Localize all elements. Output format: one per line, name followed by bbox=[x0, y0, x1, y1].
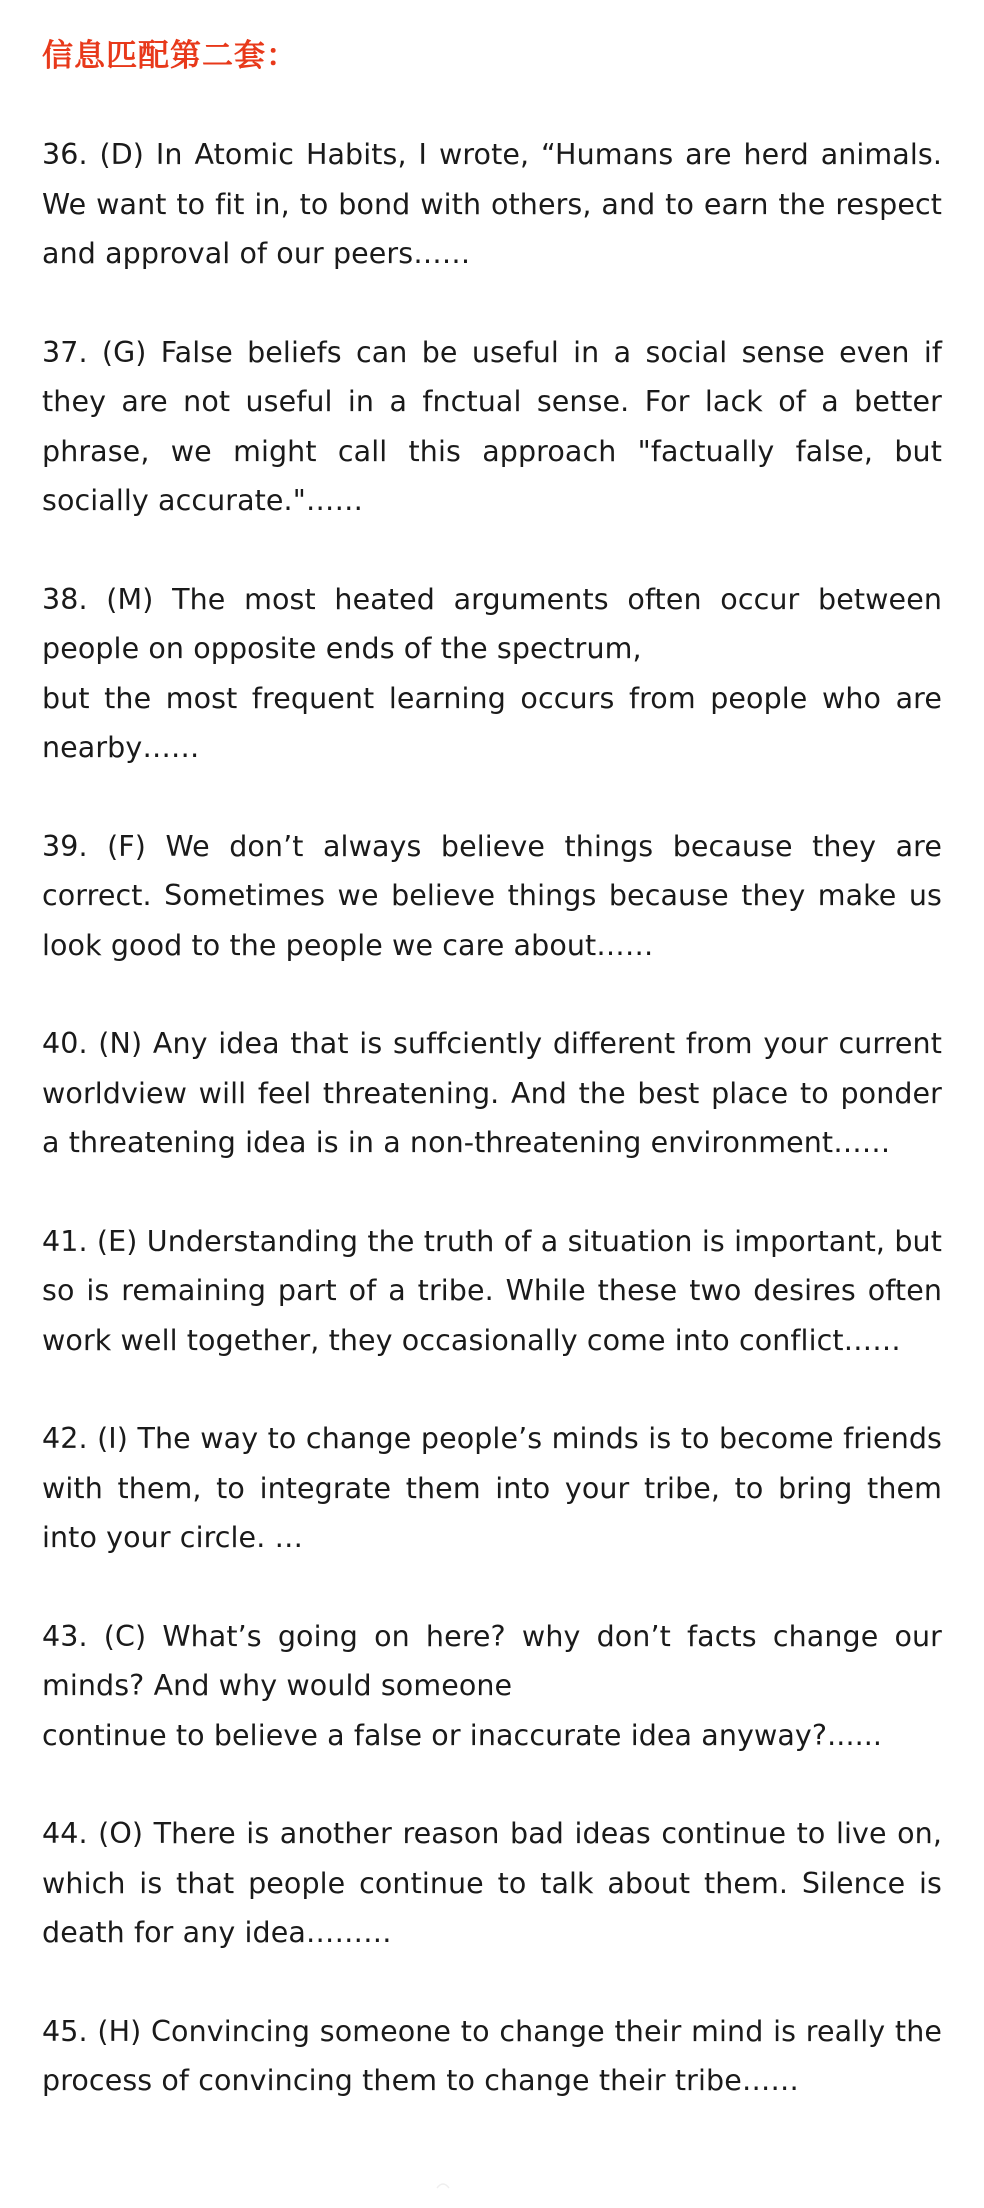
entry-text-continued: but the most frequent learning occurs from people who are nearby…… bbox=[42, 681, 942, 764]
section-heading: 信息匹配第二套： bbox=[42, 38, 298, 74]
entry-text: 41. (E) Understanding the truth of a situation is important, but so is remaining part of a tribe. While these two desires often work well together, they occasionally come into conflict…… bbox=[42, 1224, 942, 1357]
entry-text: 45. (H) Convincing someone to change their mind is really the process of convincing them to change their tribe…… bbox=[42, 2014, 942, 2097]
entry-text: 38. (M) The most heated arguments often occur between people on opposite ends of the spectrum, bbox=[42, 582, 942, 665]
entry-text: 43. (C) What’s going on here? why don’t facts change our minds? And why would someone bbox=[42, 1619, 942, 1702]
answer-entry-38 bbox=[42, 575, 942, 773]
answer-entry-42 bbox=[42, 1414, 942, 1563]
answer-entry-41 bbox=[42, 1217, 942, 1366]
answer-entry-39 bbox=[42, 822, 942, 971]
entry-text: 40. (N) Any idea that is suffciently different from your current worldview will feel threatening. And the best place to ponder a threatening idea is in a non-threatening environment…… bbox=[42, 1027, 942, 1159]
answer-entry-45 bbox=[42, 2007, 942, 2106]
answer-entry-44 bbox=[42, 1809, 942, 1958]
entry-text: 42. (I) The way to change people’s minds is to become friends with them, to integrate them into your tribe, to bring them into your circle. … bbox=[42, 1422, 942, 1554]
entry-text: 39. (F) We don’t always believe things because they are correct. Sometimes we believe things because they make us look good to the people we care about…… bbox=[42, 829, 942, 962]
watermark-glyph-icon bbox=[434, 2178, 452, 2192]
faint-watermark-mark bbox=[434, 2178, 452, 2192]
entry-text-continued: continue to believe a false or inaccurate idea anyway?...... bbox=[42, 1718, 883, 1752]
entry-text: 44. (O) There is another reason bad ideas continue to live on, which is that people continue to talk about them. Silence is death for any idea……… bbox=[42, 1817, 942, 1949]
entry-text: 37. (G) False beliefs can be useful in a social sense even if they are not useful in a fnctual sense. For lack of a better phrase, we might call this approach "factually false, but socially accurate."…… bbox=[42, 335, 942, 517]
answer-entry-36 bbox=[42, 130, 942, 279]
answer-entry-43 bbox=[42, 1612, 942, 1761]
answer-entry-37 bbox=[42, 328, 942, 526]
answer-entry-40 bbox=[42, 1019, 942, 1168]
entry-text: 36. (D) In Atomic Habits, I wrote, “Humans are herd animals. We want to fit in, to bond with others, and to earn the respect and approval of our peers…… bbox=[42, 138, 942, 270]
